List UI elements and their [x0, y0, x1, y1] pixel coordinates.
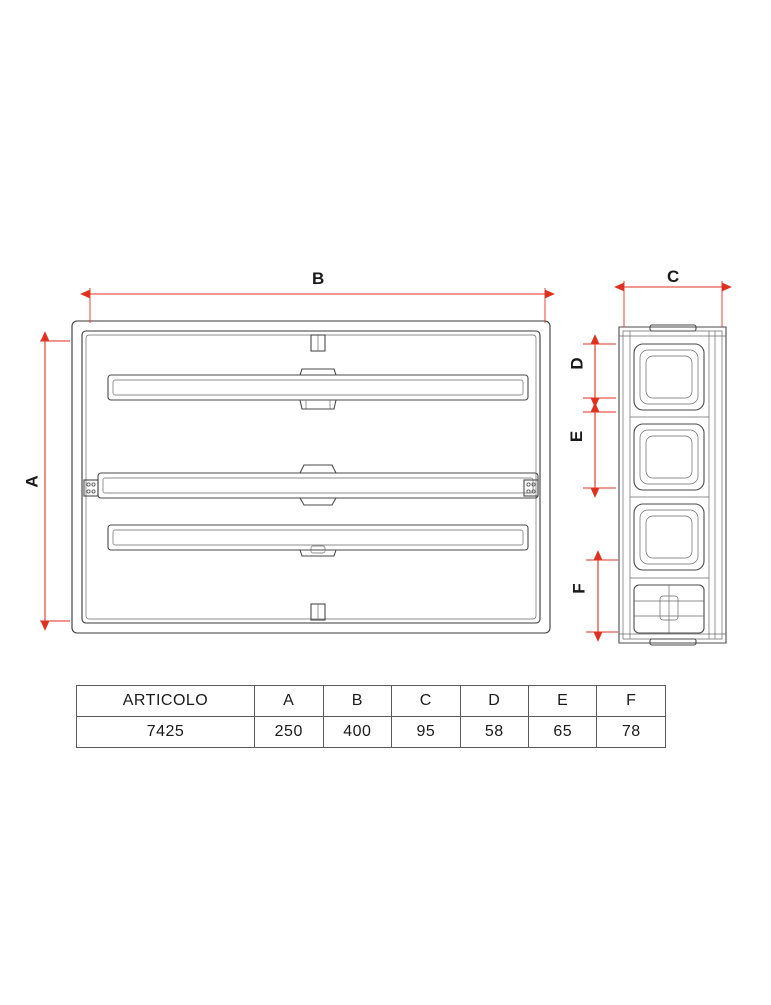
- specification-table: [76, 685, 666, 748]
- table-header-c: C: [392, 686, 460, 717]
- cell-articolo: 7425: [77, 717, 255, 748]
- dimension-label-A: A: [22, 475, 42, 488]
- table-header-d: D: [460, 686, 528, 717]
- cell-e: 65: [529, 717, 597, 748]
- side-view-geometry: [619, 325, 726, 645]
- dimension-label-F: F: [569, 583, 589, 594]
- dimension-label-E: E: [567, 430, 587, 443]
- cell-a: 250: [254, 717, 323, 748]
- cell-f: 78: [597, 717, 666, 748]
- cell-d: 58: [460, 717, 528, 748]
- dimension-lines: [40, 281, 722, 632]
- cell-c: 95: [392, 717, 460, 748]
- table-header-f: F: [597, 686, 666, 717]
- table-header-articolo: ARTICOLO: [77, 686, 255, 717]
- dimension-label-D: D: [567, 357, 587, 370]
- dimension-label-C: C: [667, 267, 680, 286]
- cell-b: 400: [323, 717, 392, 748]
- table-header-a: A: [254, 686, 323, 717]
- dimension-label-B: B: [312, 269, 325, 288]
- front-view-geometry: [72, 321, 550, 633]
- table-row: [77, 717, 666, 748]
- table-header-b: B: [323, 686, 392, 717]
- table-header-e: E: [529, 686, 597, 717]
- table-header-row: [77, 686, 666, 717]
